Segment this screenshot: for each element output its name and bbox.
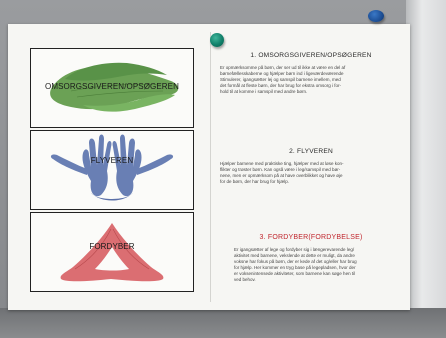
section-heading: 1. OMSORGSGIVEREN/OPSØGEREN [250,52,372,59]
section-omsorgsgiveren [220,52,402,95]
paragraph-line: Er igangsætter af lege og fordyber sig i længerevarende leg/ [234,247,355,252]
hand-box-fordyber [30,212,194,292]
section-paragraph [234,247,402,283]
paragraph-line: voksne har fokus på børn, der er kede af det og/eller har brug [234,259,357,264]
paragraph-line: for de børn, der har brug for hjælp. [220,179,290,184]
hand-label: FLYVEREN [90,156,134,165]
hand-box-flyveren [30,130,194,210]
section-heading: 2. FLYVEREN [289,148,333,155]
paragraph-line: flikter og trøster børn. Kan også være i leg/samspil med bør- [220,167,341,172]
poster-divider [210,32,211,302]
section-flyveren [220,148,402,185]
paragraph-line: nene, men er opmærksom på at have overblikket og have øje [220,173,343,178]
hand-label: OMSORGSGIVEREN/OPSØGEREN [45,82,179,91]
paragraph-line: for hjælp. Her kommer en tryg base på legepladsen, hvor der [234,265,356,270]
blue-pushpin-icon [368,10,384,22]
poster [8,24,410,310]
section-heading: 3. FORDYBER(FORDYBELSE) [259,234,363,241]
section-paragraph [220,161,402,185]
blue-hands-icon [31,131,193,209]
paragraph-line: Er opmærksomme på børn, der ser ud til ikke at være en del af [220,65,346,70]
green-pushpin-icon [210,33,224,47]
paragraph-line: er voksenintensede aktiviteter, som barnene kan søge hen til [234,271,356,276]
board-frame-bottom [0,308,446,338]
red-hands-icon [31,213,193,291]
hand-box-omsorgsgiveren [30,48,194,128]
paragraph-line: børnefællesskaberne og hjælper børn ind i ligeværdeværende [220,71,344,76]
paragraph-line: det formål at fleste børn, der har brug for ekstra omsorg i for- [220,83,342,88]
paragraph-line: Hjælper barnene med praktiske ting, hjælper med at løse kon- [220,161,344,166]
section-paragraph [220,65,402,95]
paragraph-line: hold til at komme i samspil med andre børn. [220,89,308,94]
paragraph-line: ved behov. [234,277,256,282]
section-fordyber [220,234,402,283]
hand-label: FORDYBER [89,242,135,251]
paragraph-line: aktivitet med barnene, vekslende at dette er muligt, da andre [234,253,355,258]
paragraph-line: Stimulerer, igangsætter lej og samspil barnene imellem, med [220,77,341,82]
board-frame-right [406,0,446,338]
